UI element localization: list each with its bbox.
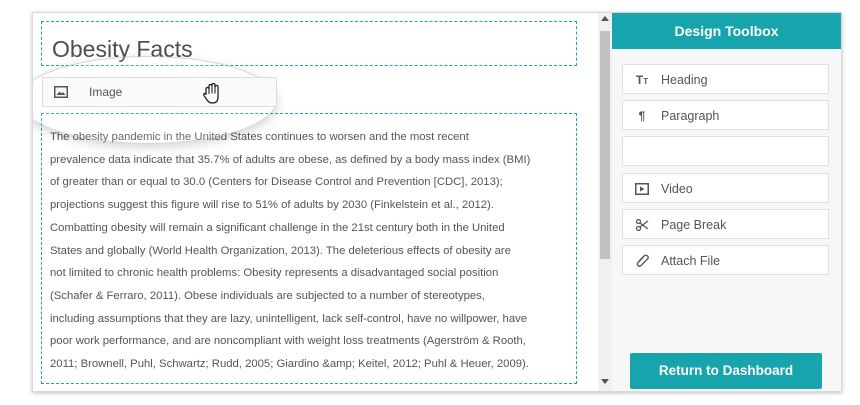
image-icon bbox=[54, 86, 68, 98]
paragraph-line: The obesity pandemic in the United States continues to worsen and the most recent bbox=[50, 131, 469, 143]
paragraph-line: not limited to chronic health problems: Obesity represents a disadvantaged social position bbox=[50, 267, 499, 280]
scroll-thumb[interactable] bbox=[600, 31, 610, 259]
tool-video[interactable] bbox=[622, 173, 829, 203]
scroll-down-arrow-icon[interactable] bbox=[601, 379, 609, 384]
paragraph-line: prevalence data indicate that 35.7% of adults are obese, as defined by a body mass index (BMI) bbox=[50, 153, 531, 166]
tool-attach-file[interactable] bbox=[622, 245, 829, 275]
paragraph-line: (Schafer & Ferraro, 2011). Obese individuals are subjected to a number of stereotypes, bbox=[50, 289, 485, 302]
paragraph-line: Combatting obesity will remain a significant challenge in the 21st century both in the United bbox=[50, 221, 505, 234]
heading-block[interactable] bbox=[41, 21, 577, 66]
app-frame bbox=[32, 12, 842, 392]
heading-icon: TT bbox=[635, 73, 649, 87]
tool-label: Video bbox=[661, 182, 693, 196]
paragraph-line: projections suggest this figure will rise to 51% of adults by 2030 (Finkelstein et al., 2012). bbox=[50, 199, 494, 212]
grab-hand-icon bbox=[201, 82, 223, 106]
page-break-icon bbox=[635, 218, 649, 232]
paragraph-line: States and globally (World Health Organization, 2013). The deleterious effects of obesity are bbox=[50, 244, 511, 257]
paragraph-block[interactable] bbox=[41, 113, 577, 384]
attach-file-icon bbox=[635, 254, 649, 268]
tool-empty-slot bbox=[622, 136, 829, 166]
tool-heading[interactable] bbox=[622, 64, 829, 94]
toolbox-title: Design Toolbox bbox=[612, 13, 841, 49]
paragraph-line: including assumptions that they are lazy, unintelligent, lack self-control, have no willpower, have bbox=[50, 312, 528, 325]
paragraph-line: 2011; Brownell, Puhl, Schwartz; Rudd, 2005; Giardino &amp; Keitel, 2012; Puhl & Heuer, 2009). bbox=[50, 358, 529, 371]
tool-label: Attach File bbox=[661, 254, 721, 268]
tool-page-break[interactable] bbox=[622, 209, 829, 239]
editor-canvas[interactable] bbox=[33, 13, 598, 391]
image-block-label: Image bbox=[89, 85, 123, 99]
scroll-up-arrow-icon[interactable] bbox=[601, 16, 609, 21]
paragraph-text[interactable] bbox=[50, 126, 572, 376]
tool-paragraph[interactable] bbox=[622, 100, 829, 130]
paragraph-line: poor work performance, and are noncompliant with weight loss treatments (Agerström & Rooth, bbox=[50, 335, 526, 348]
tool-label: Heading bbox=[661, 73, 708, 87]
design-toolbox bbox=[612, 13, 841, 391]
tool-label: Page Break bbox=[661, 218, 727, 232]
video-icon bbox=[635, 182, 649, 196]
return-to-dashboard-button[interactable]: Return to Dashboard bbox=[630, 353, 822, 389]
paragraph-line: of greater than or equal to 30.0 (Centers for Disease Control and Prevention [CDC], 2013); bbox=[50, 176, 503, 189]
page-title[interactable]: Obesity Facts bbox=[52, 36, 193, 62]
tool-label: Paragraph bbox=[661, 109, 720, 123]
paragraph-icon: ¶ bbox=[638, 109, 646, 123]
editor-scrollbar[interactable] bbox=[598, 13, 612, 391]
dragged-image-block[interactable] bbox=[42, 77, 277, 107]
